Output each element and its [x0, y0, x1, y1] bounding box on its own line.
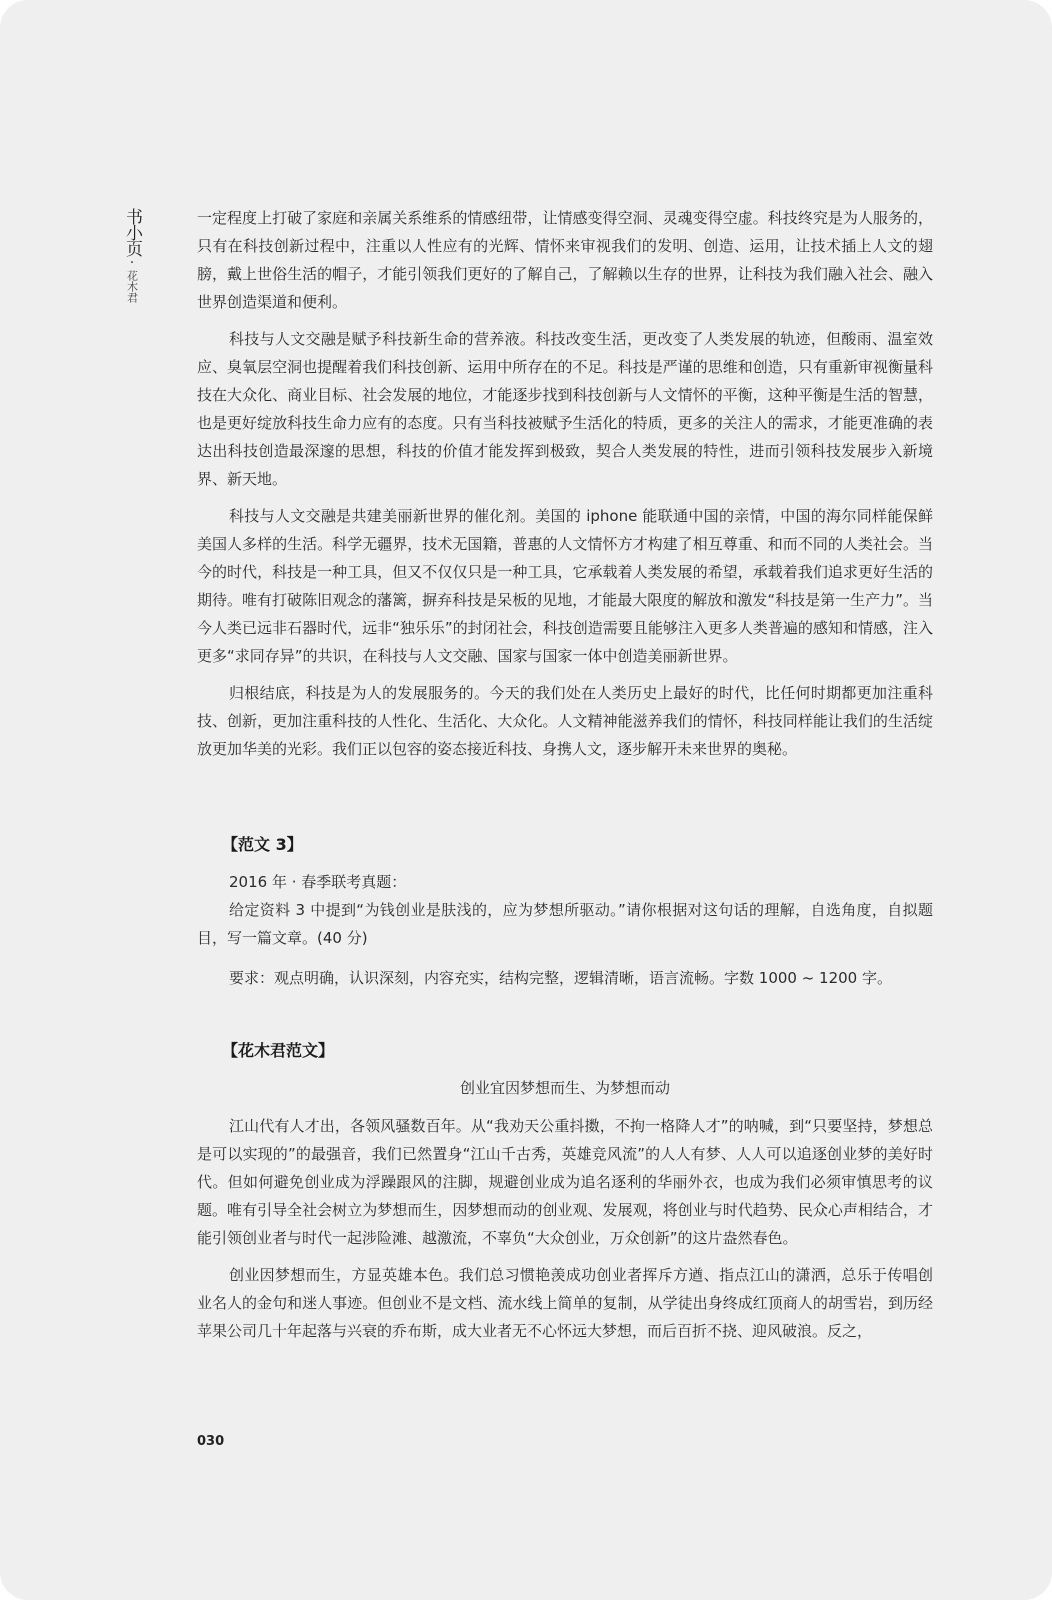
- paragraph: 归根结底，科技是为人的发展服务的。今天的我们处在人类历史上最好的时代，比任何时期都更加注重科技、创新，更加注重科技的人性化、生活化、大众化。人文精神能滋养我们的情怀，科技同样能让我们的生活绽放更加华美的光彩。我们正以包容的姿态接近科技、身携人文，逐步解开未来世界的奥秘。: [197, 684, 933, 758]
- top-section: [197, 204, 933, 763]
- exam-requirements: 要求：观点明确，认识深刻，内容充实，结构完整，逻辑清晰，语言流畅。字数 1000 ~ 1200 字。: [229, 969, 892, 987]
- brand-author: 花木君: [125, 270, 139, 303]
- brand-logo-text: 书小页: [122, 208, 142, 256]
- essay-paragraph: 创业因梦想而生，方显英雄本色。我们总习惯艳羡成功创业者挥斥方遒、指点江山的潇洒，总乐于传唱创业名人的金句和迷人事迹。但创业不是文档、流水线上简单的复制，从学徒出身终成红顶商人的胡雪岩，到历经苹果公司几十年起落与兴衰的乔布斯，成大业者无不心怀远大梦想，而后百折不挠、迎风破浪。反之，: [197, 1266, 933, 1340]
- essay-paragraph: 江山代有人才出，各领风骚数百年。从“我劝天公重抖擞，不拘一格降人才”的呐喊，到“只要坚持，梦想总是可以实现的”的最强音，我们已然置身“江山千古秀，英雄竞风流”的人人有梦、人人可以追逐创业梦的美好时代。但如何避免创业成为浮躁跟风的注脚，规避创业成为追名逐利的华丽外衣，也成为我们必须审慎思考的议题。唯有引导全社会树立为梦想而生，因梦想而动的创业观、发展观，将创业与时代趋势、民众心声相结合，才能引领创业者与时代一起涉险滩、越激流，不辜负“大众创业，万众创新”的这片盎然春色。: [197, 1117, 933, 1247]
- essay-title: 创业宜因梦想而生、为梦想而动: [459, 1079, 670, 1097]
- essay-body: [197, 1112, 933, 1345]
- side-brand: [118, 208, 146, 303]
- sample-heading: 【范文 3】: [222, 835, 303, 854]
- exam-prompt: [197, 868, 933, 992]
- exam-question: 给定资料 3 中提到“为钱创业是肤浅的，应为梦想所驱动。”请你根据对这句话的理解，自选角度，自拟题目，写一篇文章。(40 分): [197, 901, 933, 947]
- exam-source: 2016 年 · 春季联考真题：: [229, 873, 407, 891]
- paragraph-continuation: 一定程度上打破了家庭和亲属关系维系的情感纽带，让情感变得空洞、灵魂变得空虚。科技终究是为人服务的，只有在科技创新过程中，注重以人性应有的光辉、情怀来审视我们的发明、创造、运用，让技术插上人文的翅膀，戴上世俗生活的帽子，才能引领我们更好的了解自己，了解赖以生存的世界，让科技为我们融入社会、融入世界创造渠道和便利。: [197, 209, 933, 311]
- essay-heading: 【花木君范文】: [222, 1041, 335, 1060]
- paragraph: 科技与人文交融是共建美丽新世界的催化剂。美国的 iphone 能联通中国的亲情，中国的海尔同样能保鲜美国人多样的生活。科学无疆界，技术无国籍，普惠的人文情怀方才构建了相互尊重、和而不同的人类社会。当今的时代，科技是一种工具，但又不仅仅只是一种工具，它承载着人类发展的希望，承载着我们追求更好生活的期待。唯有打破陈旧观念的藩篱，摒弃科技是呆板的见地，才能最大限度的解放和激发“科技是第一生产力”。当今人类已远非石器时代，远非“独乐乐”的封闭社会，科技创造需要且能够注入更多人类普遍的感知和情感，注入更多“求同存异”的共识，在科技与人文交融、国家与国家一体中创造美丽新世界。: [197, 507, 933, 665]
- paragraph: 科技与人文交融是赋予科技新生命的营养液。科技改变生活，更改变了人类发展的轨迹，但酸雨、温室效应、臭氧层空洞也提醒着我们科技创新、运用中所存在的不足。科技是严谨的思维和创造，只有重新审视衡量科技在大众化、商业目标、社会发展的地位，才能逐步找到科技创新与人文情怀的平衡，这种平衡是生活的智慧，也是更好绽放科技生命力应有的态度。只有当科技被赋予生活化的特质，更多的关注人的需求，才能更准确的表达出科技创造最深邃的思想，科技的价值才能发挥到极致，契合人类发展的特性，进而引领科技发展步入新境界、新天地。: [197, 330, 933, 488]
- brand-separator-dot: ·: [129, 255, 135, 271]
- page-number: 030: [197, 1434, 225, 1449]
